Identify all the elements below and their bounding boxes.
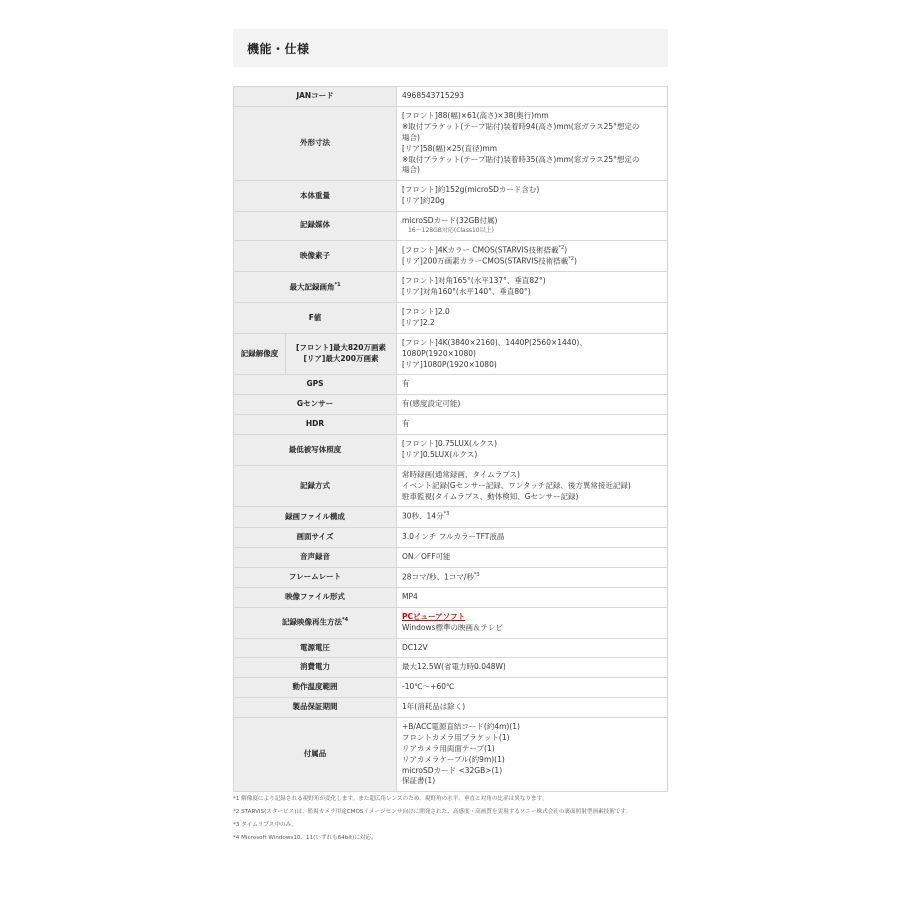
row-value: 有 bbox=[397, 375, 668, 395]
row-label: 録画ファイル構成 bbox=[234, 507, 397, 527]
row-value: [フロント]約152g(microSDカード含む) [リア]約20g bbox=[397, 181, 668, 212]
table-row bbox=[234, 658, 668, 678]
row-label: 動作温度範囲 bbox=[234, 678, 397, 698]
row-label: 映像素子 bbox=[234, 240, 397, 272]
table-row bbox=[234, 638, 668, 658]
row-value: -10℃～+60℃ bbox=[397, 678, 668, 698]
table-row bbox=[234, 718, 668, 792]
row-label: JANコード bbox=[234, 87, 397, 107]
row-label: 音声録音 bbox=[234, 547, 397, 567]
media-note: 16～128GB対応(Class10以上) bbox=[408, 226, 494, 234]
footnote: *4 Microsoft Windows10、11(いずれも64bit)に対応。 bbox=[233, 834, 377, 841]
section-header bbox=[233, 29, 668, 67]
row-value: [フロント]88(幅)×61(高さ)×38(奥行)mm ※取付ブラケット(テープ貼付)装着時94(高さ)mm(窓ガラス25°想定の 場合) [リア]58(幅)×25(直径)mm ※取付ブラケット(テープ貼付)装着時35(高さ)mm(窓ガラス25°想定の 場合) bbox=[397, 107, 668, 181]
row-value: PCビューアソフト Windows標準の映画＆テレビ bbox=[397, 607, 668, 638]
row-value: [フロント]4Kカラー CMOS(STARVIS技術搭載$^{*2}$) [リア]200万画素カラーCMOS(STARVIS技術搭載$^{*2}$) bbox=[397, 240, 668, 272]
section-title: 機能・仕様 bbox=[247, 41, 310, 56]
row-label: 記録媒体 bbox=[234, 212, 397, 241]
table-row bbox=[234, 507, 668, 527]
row-value: [フロント]4K(3840×2160)、1440P(2560×1440)、 1080P(1920×1080) [リア]1080P(1920×1080) bbox=[397, 333, 668, 375]
row-label: 外形寸法 bbox=[234, 107, 397, 181]
footnotes bbox=[233, 796, 668, 842]
row-value: 4968543715293 bbox=[397, 87, 668, 107]
table-row bbox=[234, 107, 668, 181]
table-row bbox=[234, 567, 668, 587]
pc-viewer-link[interactable]: PCビューアソフト bbox=[402, 611, 466, 621]
row-label: 画面サイズ bbox=[234, 527, 397, 547]
table-row bbox=[234, 587, 668, 607]
row-value: 1年(消耗品は除く) bbox=[397, 698, 668, 718]
table-row bbox=[234, 465, 668, 507]
table-row bbox=[234, 547, 668, 567]
row-label: 付属品 bbox=[234, 718, 397, 792]
table-row bbox=[234, 240, 668, 272]
row-label: 記録方式 bbox=[234, 465, 397, 507]
row-label: 記録映像再生方法$^{*4}$ bbox=[234, 607, 397, 638]
row-label: F値 bbox=[234, 303, 397, 334]
row-label: 映像ファイル形式 bbox=[234, 587, 397, 607]
row-value: +B/ACC電源直結コード(約4m)(1) フロントカメラ用ブラケット(1) リアカメラ用両面テープ(1) リアカメラケーブル(約9m)(1) microSDカード <32GB>(1) 保証書(1) bbox=[397, 718, 668, 792]
row-value: 常時録画(通常録画、タイムラプス) イベント記録(Gセンサー記録、ワンタッチ記録、後方異常接近記録) 駐車監視(タイムラプス、動体検知、Gセンサー記録) bbox=[397, 465, 668, 507]
row-value: [フロント]2.0 [リア]2.2 bbox=[397, 303, 668, 334]
row-value: 有(感度設定可能) bbox=[397, 395, 668, 415]
table-row bbox=[234, 181, 668, 212]
row-label: 消費電力 bbox=[234, 658, 397, 678]
spec-table bbox=[233, 86, 668, 792]
row-label: 本体重量 bbox=[234, 181, 397, 212]
row-label: 記録解像度 bbox=[234, 333, 286, 375]
row-value: MP4 bbox=[397, 587, 668, 607]
row-value: 最大12.5W(省電力時0.048W) bbox=[397, 658, 668, 678]
row-label: 製品保証期間 bbox=[234, 698, 397, 718]
row-label: 電源電圧 bbox=[234, 638, 397, 658]
table-row bbox=[234, 527, 668, 547]
footnote: *1 解像度により記録される視野角が変化します。また超広角レンズのため、視野角の水平、垂直と対角の比率は異なります。 bbox=[233, 796, 548, 803]
row-sublabel: [フロント]最大820万画素 [リア]最大200万画素 bbox=[286, 333, 397, 375]
row-value: 3.0インチ フルカラーTFT液晶 bbox=[397, 527, 668, 547]
row-label: Gセンサー bbox=[234, 395, 397, 415]
row-value: microSDカード(32GB付属) 16～128GB対応(Class10以上) bbox=[397, 212, 668, 241]
row-value: [フロント]0.75LUX(ルクス) [リア]0.5LUX(ルクス) bbox=[397, 435, 668, 466]
row-value: 28コマ/秒、1コマ/秒$^{*3}$ bbox=[397, 567, 668, 587]
row-label: GPS bbox=[234, 375, 397, 395]
row-value: DC12V bbox=[397, 638, 668, 658]
footnote: *2 STARVIS(スタービス)は、監視カメラ用途CMOSイメージセンサ向けに開発された、高感度・高画質を実現するソニー株式会社の裏面照射型画素技術です。 bbox=[233, 809, 632, 816]
row-value: 30秒、14分$^{*3}$ bbox=[397, 507, 668, 527]
row-label: HDR bbox=[234, 415, 397, 435]
row-value: [フロント]対角165°(水平137°、垂直82°) [リア]対角160°(水平140°、垂直80°) bbox=[397, 272, 668, 303]
spec-section bbox=[233, 29, 668, 848]
table-row bbox=[234, 415, 668, 435]
table-row bbox=[234, 303, 668, 334]
table-row bbox=[234, 435, 668, 466]
row-label: フレームレート bbox=[234, 567, 397, 587]
table-row bbox=[234, 698, 668, 718]
table-row bbox=[234, 333, 668, 375]
table-row bbox=[234, 212, 668, 241]
row-value: 有 bbox=[397, 415, 668, 435]
footnote: *3 タイムラプス中のみ。 bbox=[233, 821, 298, 828]
table-row bbox=[234, 375, 668, 395]
table-row bbox=[234, 395, 668, 415]
table-row bbox=[234, 607, 668, 638]
row-label: 最低被写体照度 bbox=[234, 435, 397, 466]
row-value: ON／OFF可能 bbox=[397, 547, 668, 567]
table-row bbox=[234, 87, 668, 107]
table-row bbox=[234, 678, 668, 698]
table-row bbox=[234, 272, 668, 303]
row-label: 最大記録画角$^{*1}$ bbox=[234, 272, 397, 303]
